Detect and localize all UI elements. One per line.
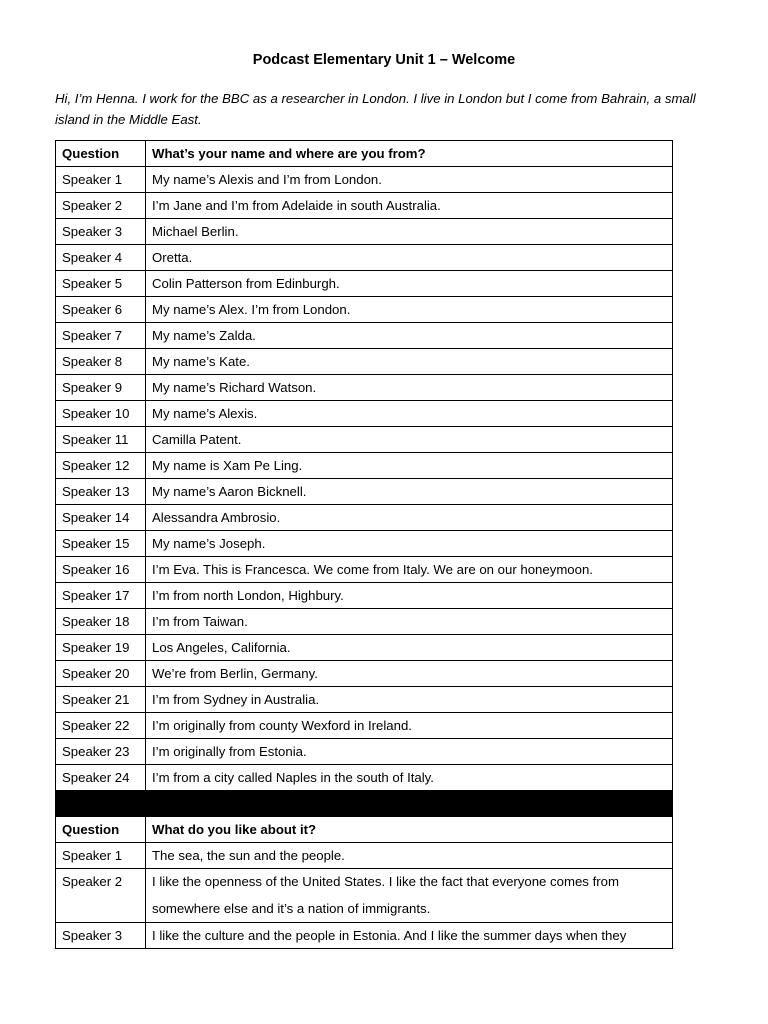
speaker-cell: Speaker 3 <box>56 923 146 949</box>
answer-cell: I’m from Taiwan. <box>146 609 673 635</box>
table-row <box>56 349 673 375</box>
speaker-cell: Speaker 9 <box>56 375 146 401</box>
answer-cell: We’re from Berlin, Germany. <box>146 661 673 687</box>
separator-row <box>56 791 673 817</box>
table-row <box>56 193 673 219</box>
speaker-cell: Speaker 6 <box>56 297 146 323</box>
speaker-cell: Speaker 23 <box>56 739 146 765</box>
speaker-cell: Speaker 3 <box>56 219 146 245</box>
answer-cell: My name’s Alexis and I’m from London. <box>146 167 673 193</box>
answer-cell: My name’s Joseph. <box>146 531 673 557</box>
answer-cell: My name’s Alex. I’m from London. <box>146 297 673 323</box>
speaker-cell: Speaker 14 <box>56 505 146 531</box>
speaker-cell: Speaker 5 <box>56 271 146 297</box>
table-row <box>56 583 673 609</box>
answer-cell: Los Angeles, California. <box>146 635 673 661</box>
answer-cell: I like the culture and the people in Estonia. And I like the summer days when they <box>146 923 673 949</box>
table-row <box>56 869 673 923</box>
table-row <box>56 557 673 583</box>
speaker-cell: Speaker 18 <box>56 609 146 635</box>
answer-cell: Alessandra Ambrosio. <box>146 505 673 531</box>
speaker-cell: Speaker 4 <box>56 245 146 271</box>
speaker-cell: Speaker 8 <box>56 349 146 375</box>
speaker-cell: Speaker 20 <box>56 661 146 687</box>
answer-cell: I’m originally from county Wexford in Ireland. <box>146 713 673 739</box>
page-title: Podcast Elementary Unit 1 – Welcome <box>252 52 516 68</box>
table-header-row <box>56 817 673 843</box>
answer-cell: My name’s Alexis. <box>146 401 673 427</box>
answer-cell: I’m Jane and I’m from Adelaide in south Australia. <box>146 193 673 219</box>
speaker-cell: Speaker 15 <box>56 531 146 557</box>
table-row <box>56 531 673 557</box>
table-row <box>56 713 673 739</box>
answer-cell: My name’s Aaron Bicknell. <box>146 479 673 505</box>
answer-cell: What’s your name and where are you from? <box>146 141 673 167</box>
table-header-row <box>56 141 673 167</box>
speaker-cell: Speaker 16 <box>56 557 146 583</box>
speaker-cell: Speaker 24 <box>56 765 146 791</box>
answer-cell: Camilla Patent. <box>146 427 673 453</box>
speaker-cell: Speaker 10 <box>56 401 146 427</box>
answer-cell: Oretta. <box>146 245 673 271</box>
transcript-table <box>55 140 673 949</box>
table-row <box>56 167 673 193</box>
speaker-cell: Speaker 1 <box>56 843 146 869</box>
answer-cell: My name’s Kate. <box>146 349 673 375</box>
speaker-cell: Speaker 21 <box>56 687 146 713</box>
table-row <box>56 453 673 479</box>
table-row <box>56 479 673 505</box>
table-row <box>56 635 673 661</box>
answer-cell: Colin Patterson from Edinburgh. <box>146 271 673 297</box>
intro-paragraph: Hi, I’m Henna. I work for the BBC as a researcher in London. I live in London but I come from Bahrain, a small island in the Middle East. <box>55 91 696 127</box>
table-row <box>56 687 673 713</box>
table-row <box>56 505 673 531</box>
answer-cell: I’m from north London, Highbury. <box>146 583 673 609</box>
speaker-cell: Speaker 1 <box>56 167 146 193</box>
table-row <box>56 219 673 245</box>
table-row <box>56 765 673 791</box>
table-row <box>56 271 673 297</box>
speaker-cell: Speaker 11 <box>56 427 146 453</box>
speaker-cell: Speaker 12 <box>56 453 146 479</box>
speaker-cell: Question <box>56 817 146 843</box>
table-row <box>56 609 673 635</box>
table-row <box>56 427 673 453</box>
answer-cell: I’m from a city called Naples in the south of Italy. <box>146 765 673 791</box>
speaker-cell: Question <box>56 141 146 167</box>
table-row <box>56 375 673 401</box>
answer-cell: My name’s Zalda. <box>146 323 673 349</box>
table-row <box>56 297 673 323</box>
table-row <box>56 245 673 271</box>
speaker-cell: Speaker 13 <box>56 479 146 505</box>
speaker-cell: Speaker 2 <box>56 193 146 219</box>
table-row <box>56 739 673 765</box>
speaker-cell: Speaker 17 <box>56 583 146 609</box>
table-row <box>56 923 673 949</box>
answer-cell: I’m originally from Estonia. <box>146 739 673 765</box>
speaker-cell: Speaker 7 <box>56 323 146 349</box>
speaker-cell: Speaker 22 <box>56 713 146 739</box>
answer-cell: What do you like about it? <box>146 817 673 843</box>
table-row <box>56 323 673 349</box>
answer-cell: Michael Berlin. <box>146 219 673 245</box>
answer-cell: My name is Xam Pe Ling. <box>146 453 673 479</box>
answer-cell: My name’s Richard Watson. <box>146 375 673 401</box>
answer-cell: The sea, the sun and the people. <box>146 843 673 869</box>
table-row <box>56 661 673 687</box>
answer-cell: I’m from Sydney in Australia. <box>146 687 673 713</box>
separator-cell <box>56 791 673 817</box>
answer-cell: I’m Eva. This is Francesca. We come from Italy. We are on our honeymoon. <box>146 557 673 583</box>
speaker-cell: Speaker 2 <box>56 869 146 923</box>
table-row <box>56 401 673 427</box>
answer-cell: I like the openness of the United States. I like the fact that everyone comes from somewhere else and it’s a nation of immigrants. <box>146 869 673 923</box>
table-row <box>56 843 673 869</box>
speaker-cell: Speaker 19 <box>56 635 146 661</box>
